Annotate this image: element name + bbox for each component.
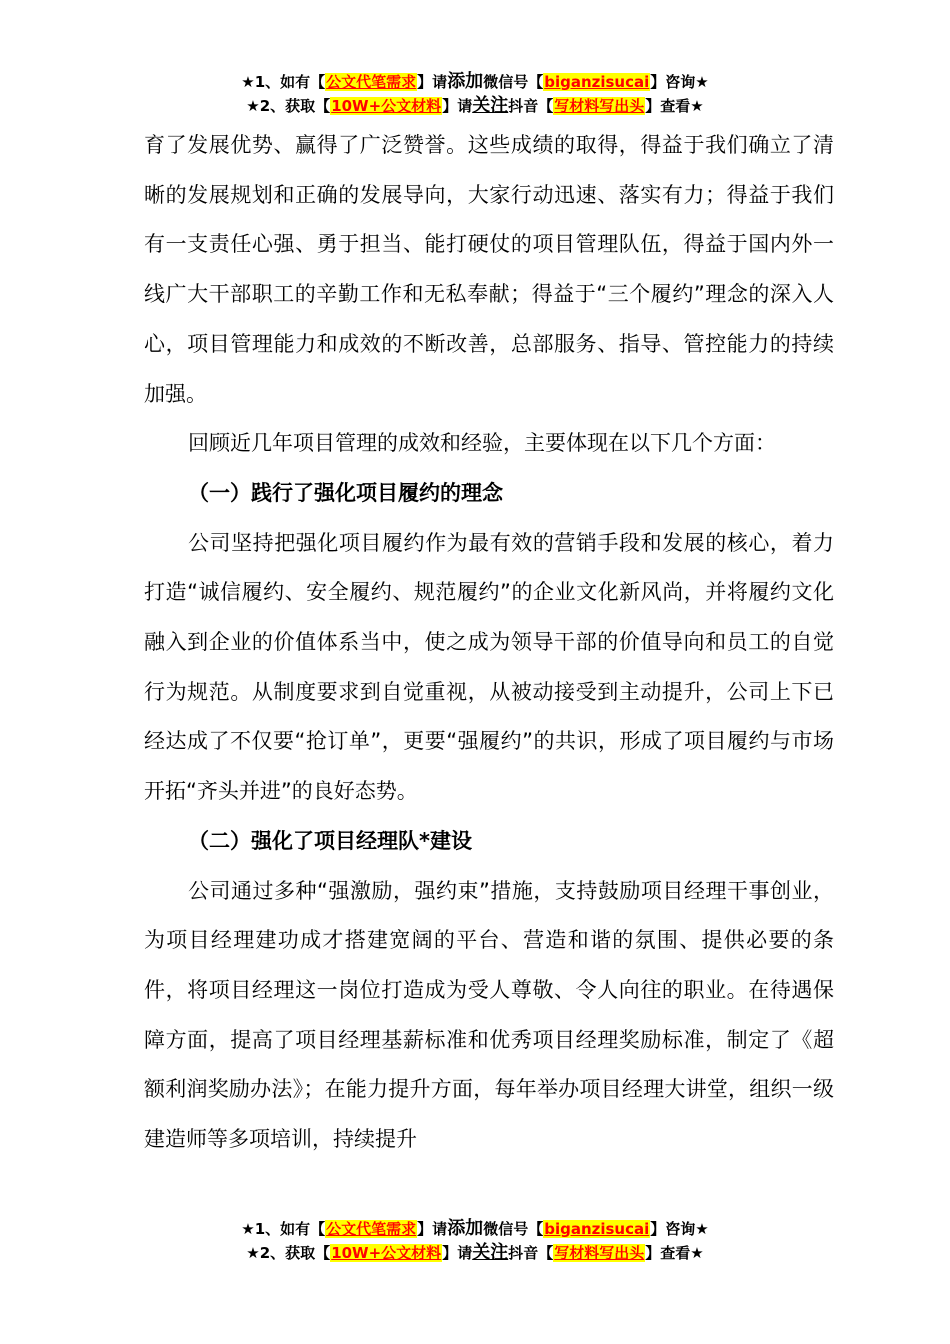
banner-highlight: 写材料写出头 xyxy=(554,1244,645,1262)
banner-text-emphasis: 添加 xyxy=(447,1218,484,1239)
banner-highlight: 公文代笔需求 xyxy=(326,1220,417,1238)
banner-text: 】查看★ xyxy=(645,1244,704,1262)
banner-text-emphasis: 添加 xyxy=(447,71,484,92)
banner-text: 抖音【 xyxy=(508,1244,554,1262)
banner-line-1 xyxy=(0,1217,950,1241)
banner-text: 】咨询★ xyxy=(650,1220,709,1238)
banner-highlight: biganzisucai xyxy=(544,1220,650,1238)
banner-text: 】请 xyxy=(442,97,473,115)
banner-text: 】请 xyxy=(417,73,448,91)
banner-text: ★2、获取【 xyxy=(246,97,331,115)
banner-text: 抖音【 xyxy=(508,97,554,115)
banner-text-emphasis: 关注 xyxy=(472,1242,509,1263)
banner-text: 微信号【 xyxy=(483,73,544,91)
banner-line-2 xyxy=(0,94,950,118)
banner-line-1 xyxy=(0,70,950,94)
banner-text: ★1、如有【 xyxy=(241,1220,326,1238)
banner-line-2 xyxy=(0,1241,950,1265)
paragraph: 公司通过多种“强激励，强约束”措施，支持鼓励项目经理干事创业，为项目经理建功成才搭建宽阔的平台、营造和谐的氛围、提供必要的条件，将项目经理这一岗位打造成为受人尊敬、令人向往的职业。在待遇保障方面，提高了项目经理基薪标准和优秀项目经理奖励标准，制定了《超额利润奖励办法》；在能力提升方面，每年举办项目经理大讲堂，组织一级建造师等多项培训，持续提升 xyxy=(144,878,834,1152)
paragraph: 公司坚持把强化项目履约作为最有效的营销手段和发展的核心，着力打造“诚信履约、安全履约、规范履约”的企业文化新风尚，并将履约文化融入到企业的价值体系当中，使之成为领导干部的价值导向和员工的自觉行为规范。从制度要求到自觉重视，从被动接受到主动提升，公司上下已经达成了不仅要“抢订单”，更要“强履约”的共识，形成了项目履约与市场开拓“齐头并进”的良好态势。 xyxy=(144,530,834,804)
footer-banner xyxy=(0,1217,950,1265)
banner-highlight: 公文代笔需求 xyxy=(326,73,417,91)
paragraph: 回顾近几年项目管理的成效和经验，主要体现在以下几个方面： xyxy=(188,431,776,456)
banner-text: 】咨询★ xyxy=(650,73,709,91)
section-heading: （二）强化了项目经理队*建设 xyxy=(188,828,472,853)
banner-text: ★2、获取【 xyxy=(246,1244,331,1262)
banner-text: ★1、如有【 xyxy=(241,73,326,91)
paragraph: 育了发展优势、赢得了广泛赞誉。这些成绩的取得，得益于我们确立了清晰的发展规划和正确的发展导向，大家行动迅速、落实有力；得益于我们有一支责任心强、勇于担当、能打硬仗的项目管理队伍，得益于国内外一线广大干部职工的辛勤工作和无私奉献；得益于“三个履约”理念的深入人心，项目管理能力和成效的不断改善，总部服务、指导、管控能力的持续加强。 xyxy=(144,133,834,406)
banner-text: 】查看★ xyxy=(645,97,704,115)
document-body xyxy=(144,121,834,1165)
banner-highlight: biganzisucai xyxy=(544,73,650,91)
section-heading: （一）践行了强化项目履约的理念 xyxy=(188,480,503,505)
header-banner xyxy=(0,70,950,118)
banner-highlight: 10W+公文材料 xyxy=(331,1244,442,1262)
banner-highlight: 10W+公文材料 xyxy=(331,97,442,115)
banner-text-emphasis: 关注 xyxy=(472,95,509,116)
banner-text: 】请 xyxy=(417,1220,448,1238)
banner-highlight: 写材料写出头 xyxy=(554,97,645,115)
banner-text: 】请 xyxy=(442,1244,473,1262)
banner-text: 微信号【 xyxy=(483,1220,544,1238)
